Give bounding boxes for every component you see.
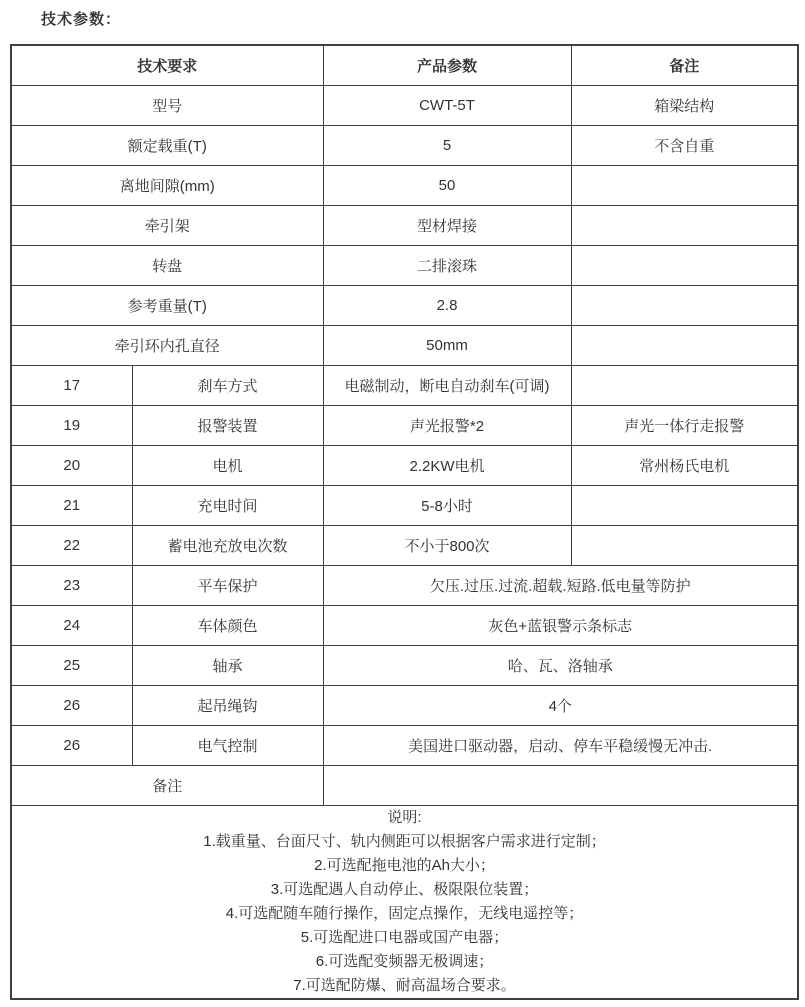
spec-remark-cell bbox=[571, 366, 798, 406]
table-row bbox=[11, 126, 798, 166]
note-item: 3.可选配遇人自动停止、极限限位装置； bbox=[270, 881, 539, 898]
spec-param-cell: 不小于800次 bbox=[323, 526, 571, 566]
table-row bbox=[11, 326, 798, 366]
spec-param-cell: 5-8小时 bbox=[323, 486, 571, 526]
table-row bbox=[11, 646, 798, 686]
spec-label-cell: 报警装置 bbox=[132, 406, 323, 446]
header-cell-requirement: 技术要求 bbox=[11, 45, 323, 86]
note-item: 2.可选配拖电池的Ah大小； bbox=[314, 857, 495, 874]
header-cell-remark: 备注 bbox=[571, 45, 798, 86]
spec-remark-cell bbox=[571, 326, 798, 366]
table-row bbox=[11, 286, 798, 326]
spec-remark-cell bbox=[571, 166, 798, 206]
spec-param-cell: 美国进口驱动器，启动、停车平稳缓慢无冲击. bbox=[323, 726, 798, 766]
row-number-cell: 19 bbox=[11, 406, 132, 446]
table-row bbox=[11, 406, 798, 446]
spec-label-cell: 轴承 bbox=[132, 646, 323, 686]
spec-param-cell: 4个 bbox=[323, 686, 798, 726]
table-row bbox=[11, 166, 798, 206]
table-row bbox=[11, 446, 798, 486]
spec-param-cell: 5 bbox=[323, 126, 571, 166]
note-item: 6.可选配变频器无极调速； bbox=[315, 953, 494, 970]
spec-label-cell: 电机 bbox=[132, 446, 323, 486]
spec-param-cell: 电磁制动，断电自动刹车(可调) bbox=[323, 366, 571, 406]
table-row bbox=[11, 366, 798, 406]
spec-label-cell: 车体颜色 bbox=[132, 606, 323, 646]
spec-label-cell: 平车保护 bbox=[132, 566, 323, 606]
row-number-cell: 20 bbox=[11, 446, 132, 486]
spec-param-cell: 50 bbox=[323, 166, 571, 206]
spec-param-cell: 灰色+蓝银警示条标志 bbox=[323, 606, 798, 646]
spec-label-cell: 牵引环内孔直径 bbox=[11, 326, 323, 366]
row-number-cell: 17 bbox=[11, 366, 132, 406]
row-number-cell: 26 bbox=[11, 686, 132, 726]
row-number-cell: 23 bbox=[11, 566, 132, 606]
spec-label-cell: 起吊绳钩 bbox=[132, 686, 323, 726]
table-row bbox=[11, 526, 798, 566]
spec-label-cell: 转盘 bbox=[11, 246, 323, 286]
table-row bbox=[11, 486, 798, 526]
notes-row bbox=[11, 806, 798, 1000]
note-item: 7.可选配防爆、耐高温场合要求。 bbox=[293, 977, 516, 994]
spec-remark-cell: 不含自重 bbox=[571, 126, 798, 166]
spec-remark-cell bbox=[571, 246, 798, 286]
row-number-cell: 21 bbox=[11, 486, 132, 526]
page-title: 技术参数： bbox=[41, 11, 122, 28]
table-row bbox=[11, 86, 798, 126]
spec-label-cell: 电气控制 bbox=[132, 726, 323, 766]
spec-label-cell: 离地间隙(mm) bbox=[11, 166, 323, 206]
spec-remark-cell bbox=[571, 486, 798, 526]
spec-param-cell: 二排滚珠 bbox=[323, 246, 571, 286]
spec-param-cell: 声光报警*2 bbox=[323, 406, 571, 446]
note-item: 1.载重量、台面尺寸、轨内侧距可以根据客户需求进行定制； bbox=[203, 833, 606, 850]
spec-param-cell: 型材焊接 bbox=[323, 206, 571, 246]
spec-remark-cell bbox=[571, 526, 798, 566]
table-row bbox=[11, 726, 798, 766]
table-row bbox=[11, 566, 798, 606]
row-number-cell: 22 bbox=[11, 526, 132, 566]
spec-param-cell: 欠压.过压.过流.超载.短路.低电量等防护 bbox=[323, 566, 798, 606]
table-row bbox=[11, 606, 798, 646]
spec-label-cell: 蓄电池充放电次数 bbox=[132, 526, 323, 566]
spec-label-cell: 型号 bbox=[11, 86, 323, 126]
spec-remark-cell bbox=[571, 286, 798, 326]
spec-label-cell: 刹车方式 bbox=[132, 366, 323, 406]
note-item: 4.可选配随车随行操作，固定点操作，无线电遥控等； bbox=[225, 905, 584, 922]
spec-remark-cell: 常州杨氏电机 bbox=[571, 446, 798, 486]
spec-param-cell: 50mm bbox=[323, 326, 571, 366]
spec-table bbox=[10, 44, 799, 1000]
footer-value-cell bbox=[323, 766, 798, 806]
notes-title: 说明: bbox=[387, 809, 422, 826]
spec-label-cell: 参考重量(T) bbox=[11, 286, 323, 326]
row-number-cell: 26 bbox=[11, 726, 132, 766]
note-item: 5.可选配进口电器或国产电器； bbox=[300, 929, 509, 946]
spec-label-cell: 牵引架 bbox=[11, 206, 323, 246]
table-footer-row bbox=[11, 766, 798, 806]
spec-label-cell: 额定载重(T) bbox=[11, 126, 323, 166]
spec-remark-cell: 声光一体行走报警 bbox=[571, 406, 798, 446]
header-cell-parameter: 产品参数 bbox=[323, 45, 571, 86]
footer-label-cell: 备注 bbox=[11, 766, 323, 806]
spec-param-cell: 哈、瓦、洛轴承 bbox=[323, 646, 798, 686]
table-header-row bbox=[11, 45, 798, 86]
spec-remark-cell: 箱梁结构 bbox=[571, 86, 798, 126]
table-row bbox=[11, 686, 798, 726]
row-number-cell: 25 bbox=[11, 646, 132, 686]
spec-remark-cell bbox=[571, 206, 798, 246]
spec-param-cell: 2.2KW电机 bbox=[323, 446, 571, 486]
notes-cell bbox=[11, 806, 798, 1000]
row-number-cell: 24 bbox=[11, 606, 132, 646]
spec-param-cell: CWT-5T bbox=[323, 86, 571, 126]
table-row bbox=[11, 246, 798, 286]
table-row bbox=[11, 206, 798, 246]
spec-param-cell: 2.8 bbox=[323, 286, 571, 326]
spec-label-cell: 充电时间 bbox=[132, 486, 323, 526]
